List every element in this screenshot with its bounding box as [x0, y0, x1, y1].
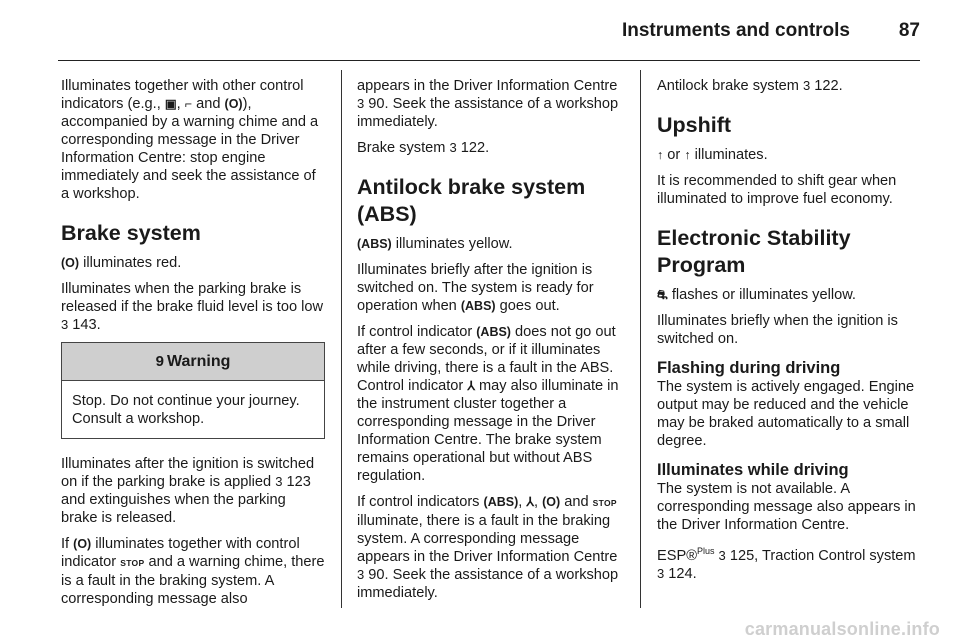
warning-header — [62, 343, 324, 381]
flashing-paragraph: The system is actively engaged. Engine output may be reduced and the vehicle may be braked automatically to a small degree. — [657, 379, 915, 449]
text: , — [176, 96, 185, 112]
parking-brake-paragraph — [61, 455, 325, 527]
abs-icon: (ABS) — [460, 299, 496, 313]
text: , — [518, 494, 527, 510]
upshift-paragraph: It is recommended to shift gear when illuminated to improve fuel economy. — [657, 173, 897, 207]
superscript: Plus — [696, 546, 715, 556]
text: Illuminates when the parking brake is released if the brake fluid level is too low — [61, 281, 324, 315]
text: 123 and extinguishes when the parking brake is released. — [61, 474, 311, 526]
column-3 — [657, 77, 923, 591]
text: may also illuminate in the instrument cluster together a corresponding message in the Driver Information Centre. The brake system remains operational but without ABS regulation. — [357, 378, 619, 484]
intro-paragraph — [61, 77, 325, 203]
brake-icon: (O) — [542, 495, 561, 509]
abs-icon: (ABS) — [476, 325, 511, 339]
page-ref: 143. — [68, 317, 101, 333]
electric-stability-icon: ⅄ — [526, 495, 535, 509]
text: Antilock brake system — [657, 78, 803, 94]
continued-paragraph — [357, 77, 625, 131]
text: does not go out after a few seconds, or if it illuminates while driving, there is a fault in the ABS. Control indicator — [357, 324, 616, 394]
watermark: carmanualsonline.info — [744, 619, 940, 639]
upshift-indicator-line — [657, 146, 923, 164]
engine-oil-icon: ▣ — [164, 97, 177, 111]
section-heading-upshift: Upshift — [657, 113, 732, 137]
text: and a warning chime, there is a fault in the braking system. A corresponding message also — [61, 554, 325, 607]
page-ref-arrow-icon: 3 — [803, 78, 811, 93]
text: 124. — [664, 565, 697, 582]
brake-icon: (O) — [73, 537, 92, 551]
text: If control indicator — [357, 324, 477, 340]
text: and — [560, 494, 593, 510]
text: 122. — [810, 78, 843, 94]
warning-text: Stop. Do not continue your journey. Consult a workshop. — [72, 393, 300, 427]
text: and — [192, 96, 225, 112]
text: If control indicators — [357, 494, 484, 510]
text: 90. Seek the assistance of a workshop immediately. — [357, 567, 619, 601]
page-ref-arrow-icon: 3 — [718, 547, 726, 563]
abs-fault-paragraph — [357, 323, 625, 485]
abs-indicator-line — [357, 235, 625, 253]
brake-system-ref — [357, 139, 625, 157]
warning-title: Warning — [166, 352, 231, 370]
warning-box — [61, 342, 325, 439]
page-ref-arrow-icon: 3 — [357, 567, 365, 582]
page-ref-arrow-icon: 3 — [275, 474, 283, 489]
text: goes out. — [495, 298, 560, 314]
text: 90. Seek the assistance of a workshop immediately. — [357, 96, 619, 130]
stop-icon: STOP — [592, 498, 617, 508]
coolant-icon: ⌐ — [184, 97, 193, 111]
subheading-illuminates: Illuminates while driving — [657, 461, 849, 479]
page-ref-arrow-icon: 3 — [449, 140, 457, 155]
stop-icon: STOP — [120, 558, 145, 568]
illuminates-paragraph: The system is not available. A corresponding message also appears in the Driver Information Centre. — [657, 481, 916, 533]
page-ref-arrow-icon: 3 — [61, 317, 69, 332]
text: illuminates yellow. — [391, 236, 513, 252]
column-divider-2 — [640, 70, 641, 608]
braking-fault-paragraph — [357, 493, 625, 602]
section-heading-brake-system: Brake system — [61, 221, 201, 245]
text: Illuminates briefly after the ignition is switched on. The system is ready for operation when — [357, 262, 594, 314]
text: or — [663, 147, 685, 163]
column-divider-1 — [341, 70, 342, 608]
text: 122. — [456, 140, 490, 156]
page-ref-arrow-icon: 3 — [357, 96, 365, 111]
section-heading-abs: Antilock brake system (ABS) — [357, 175, 586, 226]
electric-stability-icon: ⅄ — [467, 379, 475, 393]
header-divider — [58, 60, 920, 61]
subheading-flashing: Flashing during driving — [657, 359, 841, 377]
text: Illuminates after the ignition is switched on if the parking brake is applied — [61, 456, 315, 490]
text: ), accompanied by a warning chime and a corresponding message in the Driver Information Centre: stop engine immediately and seek the assistance of a workshop. — [61, 96, 319, 202]
text: 125, Traction Control system — [725, 547, 916, 564]
page-ref-arrow-icon: 3 — [657, 565, 665, 581]
text: ESP® — [657, 547, 697, 564]
brake-indicator-line — [61, 254, 325, 272]
text: illuminates together with control indicator — [61, 536, 300, 570]
warning-triangle-icon: 9 — [155, 352, 164, 370]
text: appears in the Driver Information Centre — [357, 78, 618, 94]
abs-icon: (ABS) — [483, 495, 519, 509]
text: Brake system — [357, 140, 450, 156]
esp-indicator-line — [657, 286, 923, 304]
esp-skid-icon: ⛐ — [657, 288, 668, 302]
esp-ignition-paragraph: Illuminates briefly when the ignition is switched on. — [657, 313, 898, 347]
section-heading-esp: Electronic Stability Program — [657, 226, 851, 277]
brake-fault-paragraph — [61, 535, 325, 608]
text: If — [61, 536, 74, 552]
text: , — [534, 494, 543, 510]
text: flashes or illuminates yellow. — [667, 287, 856, 303]
text: illuminates. — [690, 147, 768, 163]
text: illuminates red. — [79, 255, 182, 271]
upshift-arrow-icon: ↑ — [657, 148, 664, 162]
abs-ready-paragraph — [357, 261, 625, 315]
text: illuminate, there is a fault in the braking system. A corresponding message appears in the Driver Information Centre — [357, 513, 618, 565]
brake-fluid-paragraph — [61, 280, 325, 334]
brake-icon: (O) — [224, 97, 243, 111]
text: Illuminates together with other control indicators (e.g., — [61, 78, 304, 112]
abs-icon: (ABS) — [357, 237, 392, 251]
column-1 — [61, 77, 325, 616]
page-number: 87 — [898, 20, 920, 41]
column-2 — [357, 77, 625, 610]
upshift-arrow-icon: ↑ — [684, 148, 691, 162]
abs-ref — [657, 77, 923, 95]
esp-refs-paragraph — [657, 542, 923, 583]
brake-icon: (O) — [61, 256, 80, 270]
page-header-title: Instruments and controls — [621, 20, 850, 41]
